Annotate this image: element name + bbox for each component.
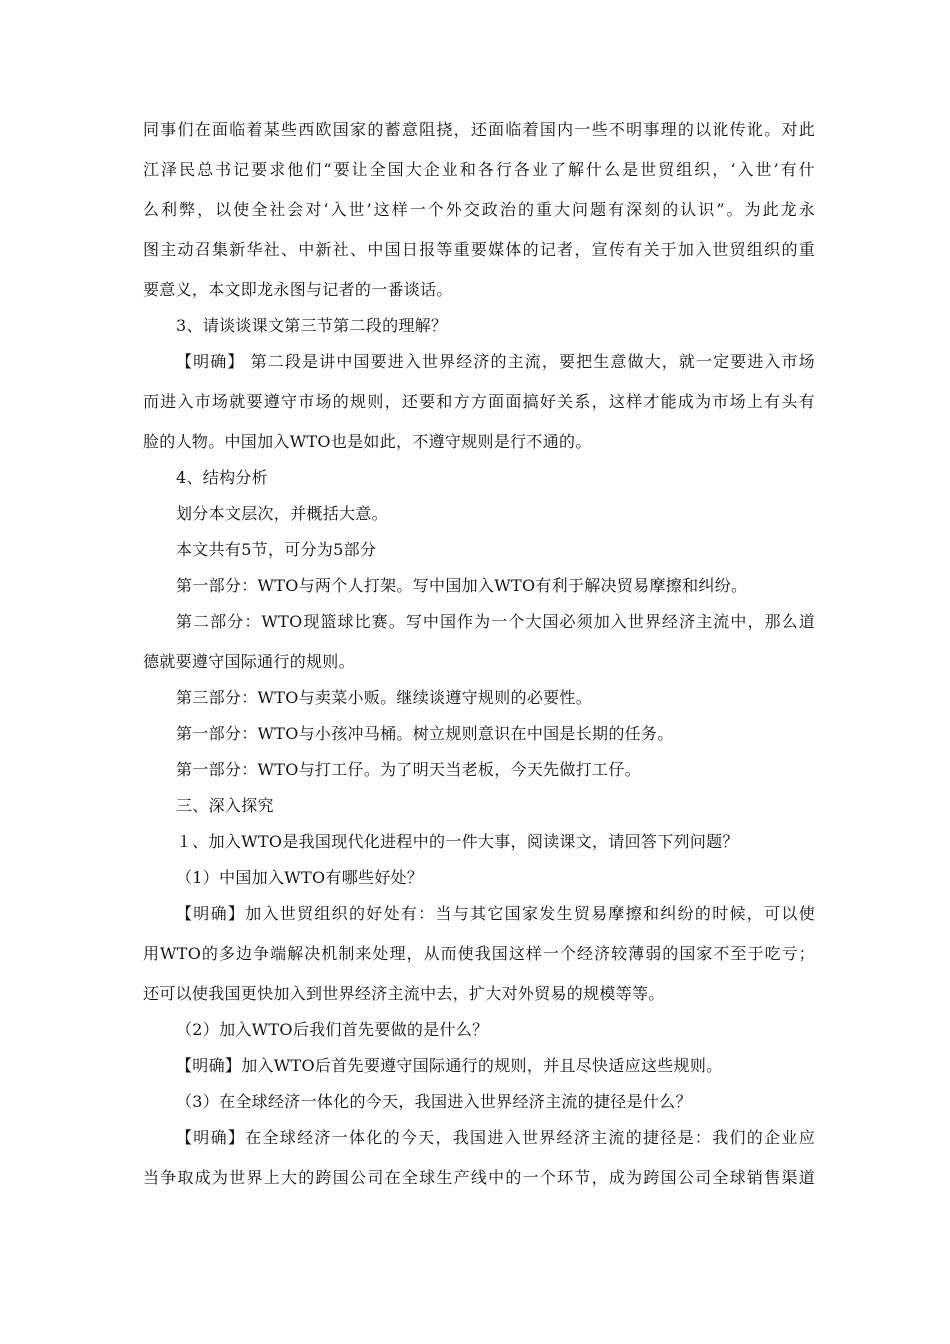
text-line: 江泽民总书记要求他们“要让全国大企业和各行各业了解什么是世贸组织，‘入世’有什 xyxy=(143,160,815,179)
text-line: 而进入市场就要遵守市场的规则，还要和方方面面搞好关系，这样才能成为市场上有头有 xyxy=(143,392,815,411)
text-line: （3）在全球经济一体化的今天，我国进入世界经济主流的捷径是什么？ xyxy=(176,1092,692,1111)
text-line: 么利弊，以使全社会对‘入世’这样一个外交政治的重大问题有深刻的认识”。为此龙永 xyxy=(143,200,815,219)
text-line: （1）中国加入WTO有哪些好处？ xyxy=(176,868,424,887)
text-line: 还可以使我国更快加入到世界经济主流中去，扩大对外贸易的规模等等。 xyxy=(143,984,665,1003)
text-line: 3、请谈谈课文第三节第二段的理解？ xyxy=(176,316,448,335)
text-line: 【明确】加入世贸组织的好处有：当与其它国家发生贸易摩擦和纠纷的时候，可以使 xyxy=(176,904,815,923)
text-line: 【明确】在全球经济一体化的今天，我国进入世界经济主流的捷径是：我们的企业应 xyxy=(176,1128,815,1147)
text-line: 脸的人物。中国加入WTO也是如此，不遵守规则是行不通的。 xyxy=(143,432,592,451)
text-line: １、加入WTO是我国现代化进程中的一件大事，阅读课文，请回答下列问题？ xyxy=(176,832,739,851)
text-line: 第一部分：WTO与小孩冲马桶。树立规则意识在中国是长期的任务。 xyxy=(176,724,674,743)
text-line: 【明确】加入WTO后首先要遵守国际通行的规则，并且尽快适应这些规则。 xyxy=(176,1056,723,1075)
text-line: 图主动召集新华社、中新社、中国日报等重要媒体的记者，宣传有关于加入世贸组织的重 xyxy=(143,240,815,259)
text-line: 本文共有5节，可分为5部分 xyxy=(176,540,377,559)
text-line: 第一部分：WTO与打工仔。为了明天当老板，今天先做打工仔。 xyxy=(176,760,641,779)
text-line: 同事们在面临着某些西欧国家的蓄意阻挠，还面临着国内一些不明事理的以讹传讹。对此 xyxy=(143,120,815,139)
text-line: 划分本文层次，并概括大意。 xyxy=(176,504,388,523)
text-line: 当争取成为世界上大的跨国公司在全球生产线中的一个环节，成为跨国公司全球销售渠道 xyxy=(143,1168,815,1187)
text-line: 【明确】 第二段是讲中国要进入世界经济的主流，要把生意做大，就一定要进入市场 xyxy=(176,352,815,371)
text-line: 德就要遵守国际通行的规则。 xyxy=(143,652,355,671)
text-line: 用WTO的多边争端解决机制来处理，从而使我国这样一个经济较薄弱的国家不至于吃亏； xyxy=(143,944,815,963)
text-line: 要意义，本文即龙永图与记者的一番谈话。 xyxy=(143,280,453,299)
document-body xyxy=(143,120,815,1188)
text-line: 三、深入探究 xyxy=(176,796,274,815)
text-line: （2）加入WTO后我们首先要做的是什么？ xyxy=(176,1020,489,1039)
text-line: 第三部分：WTO与卖菜小贩。继续谈遵守规则的必要性。 xyxy=(176,688,593,707)
text-line: 4、结构分析 xyxy=(176,468,268,487)
text-line: 第一部分：WTO与两个人打架。写中国加入WTO有利于解决贸易摩擦和纠纷。 xyxy=(176,576,748,595)
text-line: 第二部分：WTO现篮球比赛。写中国作为一个大国必须加入世界经济主流中，那么道 xyxy=(176,612,815,631)
